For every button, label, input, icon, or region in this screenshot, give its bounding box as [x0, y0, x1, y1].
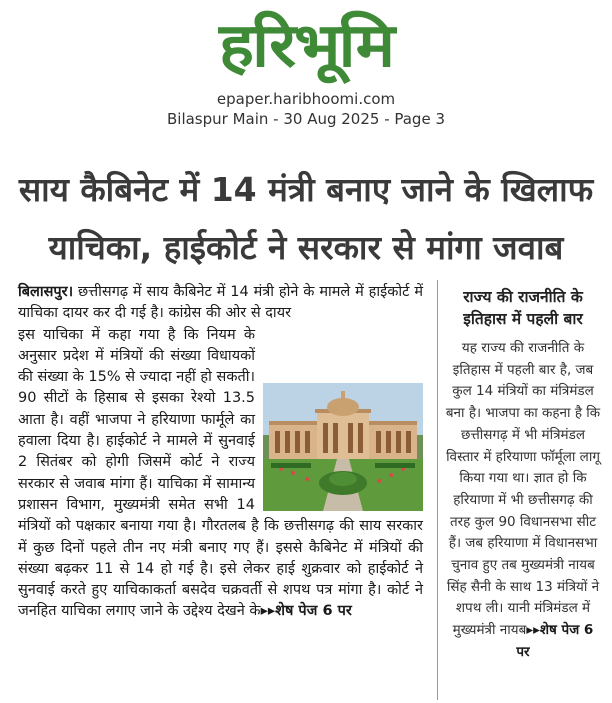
masthead: [0, 6, 612, 86]
sidebar-heading: राज्य की राजनीति के इतिहास में पहली बार: [463, 288, 583, 328]
headline-line-1: साय कैबिनेट में 14 मंत्री बनाए जाने के खिलाफ: [18, 170, 594, 209]
article-body: [18, 282, 423, 623]
high-court-photo: [263, 383, 423, 511]
dateline: बिलासपुर।: [18, 284, 74, 300]
sidebar-continued-link[interactable]: ▸▸शेष पेज 6 पर: [516, 622, 594, 660]
sidebar-text: यह राज्य की राजनीति के इतिहास में पहली बार है, जब कुल 14 मंत्रियों का मंत्रिमंडल बना है। भाजपा का कहना है कि छत्तीसगढ़ में भी मंत्रिमंडल विस्तार में हरियाणा फॉर्मूला लागू किया गया था। ज्ञात हो कि हरियाणा में भी छत्तीसगढ़ की तरह कुल 90 विधानसभा सीट हैं। जब हरियाणा में विधानसभा चुनाव हुए तब मुख्यमंत्री नायब सिंह सैनी के साथ 13 मंत्रियों ने शपथ ली। यानी मंत्रिमंडल में मुख्यमंत्री नायब: [445, 340, 601, 639]
column-divider: [437, 280, 438, 700]
sidebar-body: [444, 338, 602, 664]
headline-line-2: याचिका, हाईकोर्ट ने सरकार से मांगा जवाब: [48, 228, 564, 267]
newspaper-logo: हरिभूमि: [218, 10, 394, 81]
article-main-text: इस याचिका में कहा गया है कि नियम के अनुसार प्रदेश में मंत्रियों की संख्या विधायकों की संख्या के 15% से ज्यादा नहीं हो सकती। 90 सीटों के हिसाब से इसका रेश्यो 13.5 आता है। वहीं भाजपा ने हरियाणा फार्मूले का हवाला दिया है। हाईकोर्ट ने मामले में सुनवाई 2 सितंबर को होगी जिसमें कोर्ट ने राज्य सरकार से जवाब मांगा हैं। याचिका में सामान्य प्रशासन विभाग, मुख्यमंत्री समेत सभी 14 मंत्रियों को पक्षकार बनाया गया है। गौरतलब है कि छत्तीसगढ़ की साय सरकार में कुछ दिनों पहले तीन नए मंत्री बनाए गए हैं। इससे कैबिनेट में मंत्रियों की संख्या बढ़कर 11 से 14 हो गई है। इसे लेकर हाई शुक्रवार को हाईकोर्ट ने सुनवाई करते हुए याचिकाकर्ता बसदेव चक्रवर्ती से शपथ पत्र मांगा है। कोर्ट ने जनहित याचिका लगाए जाने के उद्देश्य देखने के: [18, 326, 423, 620]
court-building-illustration: [263, 383, 423, 511]
continued-link[interactable]: ▸▸शेष पेज 6 पर: [260, 603, 352, 620]
article-intro: [18, 282, 423, 325]
article-intro-text: छत्तीसगढ़ में साय कैबिनेट में 14 मंत्री होने के मामले में हाईकोर्ट में याचिका दायर कर दी गई है। कांग्रेस की ओर से दायर: [18, 284, 424, 322]
epaper-url: epaper.haribhoomi.com: [216, 90, 396, 108]
edition-info: Bilaspur Main - 30 Aug 2025 - Page 3: [166, 110, 445, 128]
sidebar-story: [444, 286, 602, 664]
